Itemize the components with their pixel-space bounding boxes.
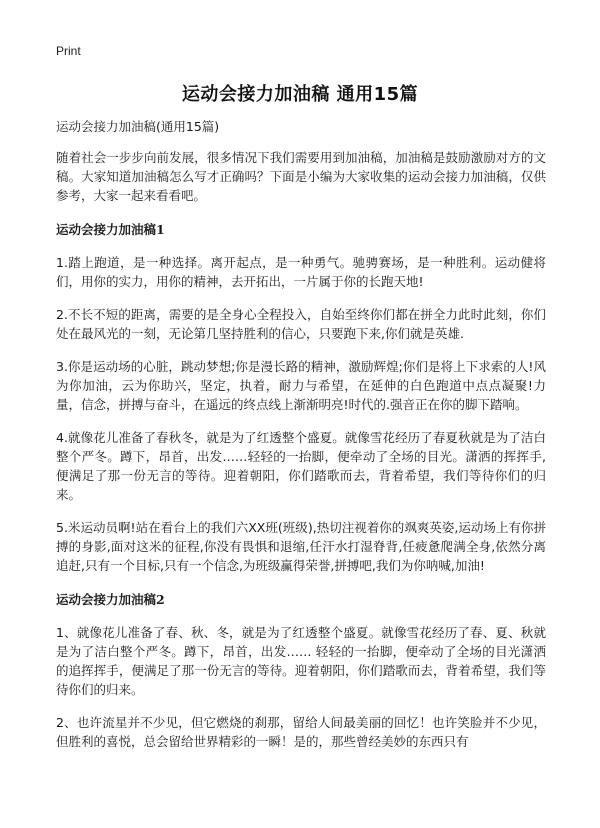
document-subtitle: 运动会接力加油稿(通用15篇) bbox=[56, 119, 220, 134]
paragraph: 4.就像花儿准备了春秋冬，就是为了红透整个盛夏。就像雪花经历了春夏秋就是为了洁白整个严冬。蹲下，昂首，出发……轻轻的一抬脚，便牵动了全场的目光。潇洒的挥挥手,便满足了那一份无言的等待。迎着朝阳，你们踏歌而去，背着希望，我们等待你们的归来。 bbox=[56, 430, 546, 502]
section-heading: 运动会接力加油稿2 bbox=[56, 592, 165, 607]
document-body bbox=[56, 118, 546, 765]
paragraph: 1、就像花儿准备了春、秋、冬，就是为了红透整个盛夏。就像雪花经历了春、夏、秋就是为了洁白整个严冬。蹲下，昂首，出发…… 轻轻的一抬脚，便牵动了全场的目光潇洒的追挥挥手，便满足了那一份无言的等待。迎着朝阳，你们踏歌而去，背着希望，我们等待你们的归来。 bbox=[56, 625, 546, 697]
paragraph: 2、也许流星并不少见，但它燃烧的刹那，留给人间最美丽的回忆！也许笑脸并不少见，但胜利的喜悦，总会留给世界精彩的一瞬！是的，那些曾经美妙的东西只有 bbox=[56, 715, 546, 749]
section-1 bbox=[56, 221, 546, 575]
paragraph: 3.你是运动场的心脏，跳动梦想;你是漫长路的精神，激励辉煌;你们是将上下求索的人!风为你加油，云为你助兴，坚定，执着，耐力与希望，在延伸的白色跑道中点点凝聚!力量，信念，拼搏与奋斗，在遥远的终点线上渐渐明亮!时代的.强音正在你的脚下踏响。 bbox=[56, 359, 546, 412]
document-title: 运动会接力加油稿 通用15篇 bbox=[181, 84, 419, 105]
intro-paragraph: 随着社会一步步向前发展，很多情况下我们需要用到加油稿，加油稿是鼓励激励对方的文稿。大家知道加油稿怎么写才正确吗？下面是小编为大家收集的运动会接力加油稿，仅供参考，大家一起来看看吧。 bbox=[56, 150, 546, 203]
paragraph: 1.踏上跑道，是一种选择。离开起点，是一种勇气。驰骋赛场，是一种胜利。运动健将们，用你的实力，用你的精神，去开拓出，一片属于你的长跑天地! bbox=[56, 255, 546, 289]
section-heading: 运动会接力加油稿1 bbox=[56, 222, 165, 237]
paragraph: 5.米运动员啊!站在看台上的我们六XX班(班级),热切注视着你的飒爽英姿,运动场上有你拼搏的身影,面对这米的征程,你没有畏惧和退缩,任汗水打湿脊背,任疲惫爬满全身,依然分离追赶,只有一个目标,只有一个信念,为班级赢得荣誉,拼搏吧,我们为你呐喊,加油! bbox=[56, 520, 546, 573]
print-label[interactable]: Print bbox=[56, 44, 81, 58]
section-2 bbox=[56, 591, 546, 751]
paragraph: 2.不长不短的距离，需要的是全身心全程投入，自始至终你们都在拼全力此时此刻，你们处在最风光的一刻，无论第几坚持胜利的信心，只要跑下来,你们就是英雄. bbox=[56, 307, 546, 341]
